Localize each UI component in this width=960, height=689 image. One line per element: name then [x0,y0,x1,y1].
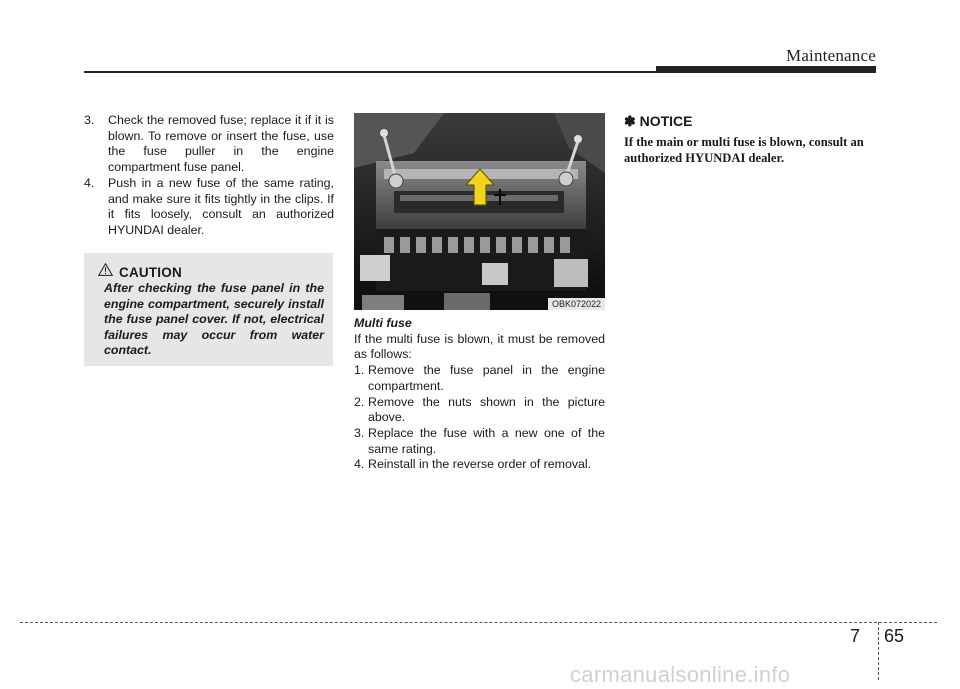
caution-text: After checking the fuse panel in the engine compartment, securely install the fuse panel cover. If not, electrical failures may occur from water contact. [104,281,324,357]
footer-rule [20,622,937,623]
warning-triangle-icon [98,263,113,281]
notice-block [624,113,876,166]
intro-text: If the multi fuse is blown, it must be removed as follows: [354,331,605,362]
chapter-number: 7 [850,626,861,646]
header-rule [84,71,684,73]
step-text: Remove the nuts shown in the picture above. [368,394,605,425]
step-number: 4. [354,457,365,472]
step-number: 1. [354,363,365,378]
middle-column [354,316,605,473]
page-separator [878,622,879,680]
step-number: 3. [354,425,365,440]
header-rule-thick [656,66,876,73]
step-number: 4. [84,175,95,190]
step-text: Push in a new fuse of the same rating, and make sure it fits tightly in the clips. If it fits loosely, consult an authorized HYUNDAI dealer. [108,175,334,237]
caution-header [98,263,182,281]
multi-step-4 [354,457,605,473]
step-number: 3. [84,113,95,127]
subheading: Multi fuse [354,316,412,330]
step-text: Replace the fuse with a new one of the same rating. [368,425,605,456]
fuse-panel-photo [354,113,605,310]
step-text: Reinstall in the reverse order of removal. [368,457,592,472]
fuse-panel-illustration [354,113,605,310]
notice-text: If the main or multi fuse is blown, consult an authorized HYUNDAI dealer. [624,135,864,165]
step-text: Check the removed fuse; replace it if it is blown. To remove or insert the fuse, use the fuse puller in the engine compartment fuse panel. [108,113,334,175]
step-3 [84,113,334,176]
step-number: 2. [354,394,365,409]
notice-title: ✽ NOTICE [624,113,693,129]
page-number: 65 [884,626,905,646]
caution-title: CAUTION [119,264,182,280]
multi-step-3 [354,426,605,457]
left-column [84,113,334,239]
caution-box [84,253,333,366]
watermark: carmanualsonline.info [570,662,791,687]
multi-step-1 [354,363,605,394]
step-text: Remove the fuse panel in the engine compartment. [368,363,605,393]
photo-code: OBK072022 [548,298,605,310]
step-4 [84,176,334,239]
multi-step-2 [354,395,605,426]
section-title: Maintenance [786,46,876,65]
